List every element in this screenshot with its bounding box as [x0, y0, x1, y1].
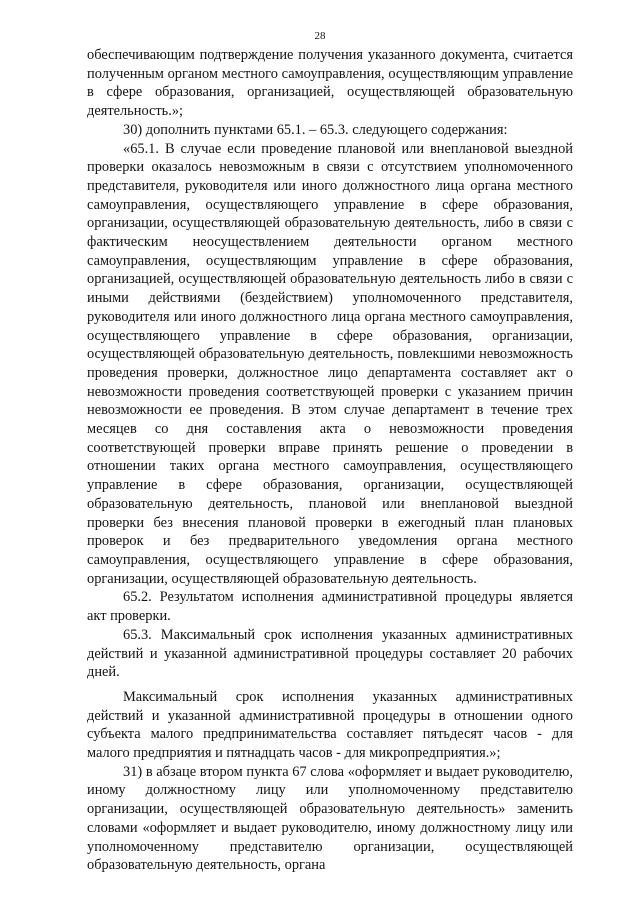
paragraph-continuation: обеспечивающим подтверждение получения указанного документа, считается полученным органом местного самоуправления, осуществляющим управление в сфере образования, организацией, осуществляющей образовательную деятельность.»; — [87, 47, 573, 120]
paragraph-65-2: 65.2. Результатом исполнения административной процедуры является акт проверки. — [87, 589, 573, 625]
paragraph-max-term: Максимальный срок исполнения указанных административных действий и указанной административной процедуры в отношении одного субъекта малого предпринимательства составляет пятьдесят часов - для малого предприятия и пятнадцать часов - для микропредприятия.»; — [87, 688, 573, 762]
page-number: 28 — [314, 30, 326, 42]
paragraph-item-30: 30) дополнить пунктами 65.1. – 65.3. следующего содержания: — [123, 121, 508, 138]
paragraph-65-1: «65.1. В случае если проведение плановой или внеплановой выездной проверки оказалось невозможным в связи с отсутствием уполномоченного представителя, руководителя или иного должностного лица органа местного самоуправления, осуществляющего управление в сфере образования, организации, осуществляющей образовательную деятельность, либо в связи с фактическим неосуществлением деятельности органом местного самоуправления, осуществляющим управление в сфере образования, организацией, осуществляющей образовательную деятельность либо в связи с иными действиями (бездействием) уполномоченного представителя, руководителя или иного должностного лица органа местного самоуправления, осуществляющего управление в сфере образования, организации, осуществляющей образовательную деятельность, повлекшими невозможность проведения проверки, должностное лицо департамента составляет акт о невозможности проведения соответствующей проверки с указанием причин невозможности ее проведения. В этом случае департамент в течение трех месяцев со дня составления акта о невозможности проведения соответствующей проверки вправе принять решение о проведении в отношении таких органа местного самоуправления, осуществляющего управление в сфере образования, организации, осуществляющей образовательную деятельность, плановой или внеплановой выездной проверки без внесения плановой проверки в ежегодный план плановых проверок и без предварительного уведомления органа местного самоуправления, осуществляющего управление в сфере образования, организации, осуществляющей образовательную деятельность. — [87, 140, 573, 587]
document-body — [87, 46, 573, 875]
paragraph-65-3: 65.3. Максимальный срок исполнения указанных административных действий и указанной административной процедуры составляет 20 рабочих дней. — [87, 626, 573, 681]
paragraph-item-31: 31) в абзаце втором пункта 67 слова «оформляет и выдает руководителю, иному должностному лицу или уполномоченному представителю организации, осуществляющей образовательную деятельность» заменить словами «оформляет и выдает руководителю, иному должностному лицу или уполномоченному представителю организации, осуществляющей образовательную деятельность, органа — [87, 763, 573, 874]
